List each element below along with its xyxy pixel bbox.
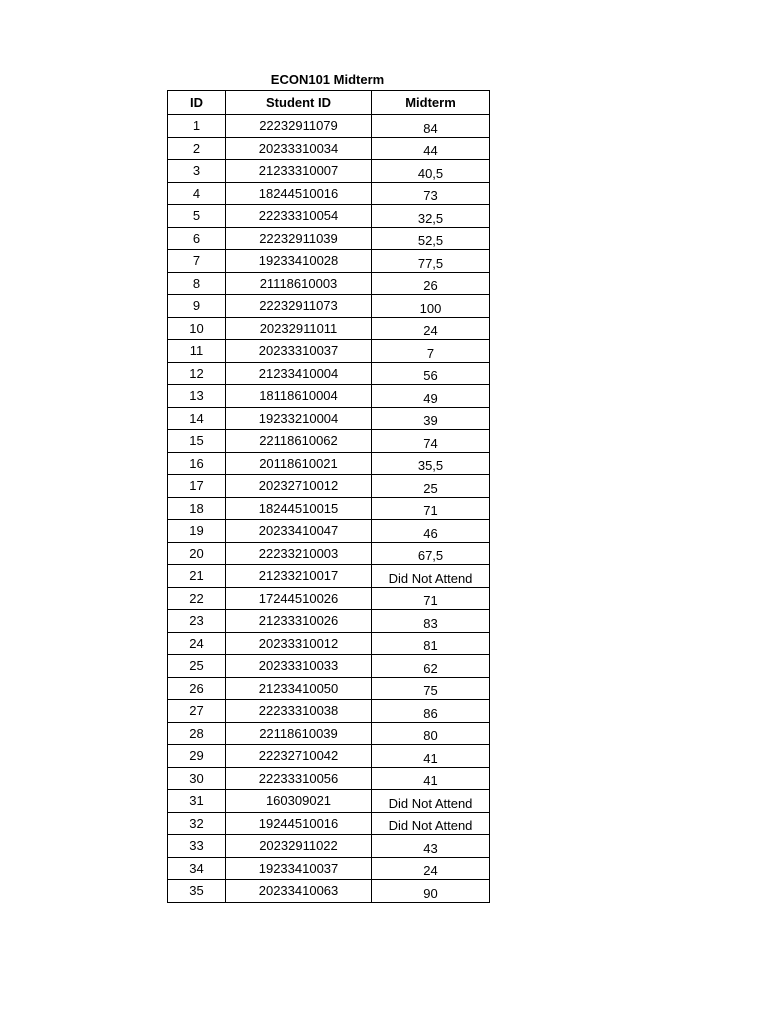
table-row — [168, 340, 490, 363]
table-row — [168, 610, 490, 633]
cell-id: 26 — [168, 677, 226, 700]
cell-midterm: 32,5 — [372, 205, 490, 228]
cell-midterm: 80 — [372, 722, 490, 745]
cell-midterm: 74 — [372, 430, 490, 453]
table-row — [168, 745, 490, 768]
cell-student-id: 20233310012 — [226, 632, 372, 655]
cell-midterm: 67,5 — [372, 542, 490, 565]
cell-student-id: 18244510016 — [226, 182, 372, 205]
cell-student-id: 20233310034 — [226, 137, 372, 160]
cell-midterm: Did Not Attend — [372, 565, 490, 588]
cell-id: 31 — [168, 790, 226, 813]
cell-id: 33 — [168, 835, 226, 858]
cell-student-id: 22232911073 — [226, 295, 372, 318]
cell-student-id: 22233210003 — [226, 542, 372, 565]
table-row — [168, 767, 490, 790]
header-midterm: Midterm — [372, 91, 490, 115]
cell-midterm: 62 — [372, 655, 490, 678]
cell-id: 16 — [168, 452, 226, 475]
cell-id: 11 — [168, 340, 226, 363]
cell-id: 34 — [168, 857, 226, 880]
cell-student-id: 19233410037 — [226, 857, 372, 880]
cell-midterm: 39 — [372, 407, 490, 430]
cell-student-id: 18244510015 — [226, 497, 372, 520]
cell-midterm: Did Not Attend — [372, 790, 490, 813]
cell-midterm: 24 — [372, 317, 490, 340]
table-row — [168, 497, 490, 520]
cell-id: 18 — [168, 497, 226, 520]
table-row — [168, 520, 490, 543]
table-row — [168, 272, 490, 295]
cell-id: 32 — [168, 812, 226, 835]
cell-id: 28 — [168, 722, 226, 745]
cell-midterm: 71 — [372, 587, 490, 610]
cell-student-id: 20118610021 — [226, 452, 372, 475]
table-row — [168, 295, 490, 318]
cell-student-id: 20232911022 — [226, 835, 372, 858]
cell-id: 19 — [168, 520, 226, 543]
cell-student-id: 22233310056 — [226, 767, 372, 790]
cell-midterm: 24 — [372, 857, 490, 880]
cell-midterm: 71 — [372, 497, 490, 520]
table-row — [168, 317, 490, 340]
cell-midterm: 49 — [372, 385, 490, 408]
cell-midterm: 44 — [372, 137, 490, 160]
cell-student-id: 21233410004 — [226, 362, 372, 385]
cell-student-id: 22232710042 — [226, 745, 372, 768]
cell-midterm: 35,5 — [372, 452, 490, 475]
cell-id: 24 — [168, 632, 226, 655]
cell-student-id: 22118610039 — [226, 722, 372, 745]
cell-midterm: 75 — [372, 677, 490, 700]
cell-student-id: 20232710012 — [226, 475, 372, 498]
header-student-id: Student ID — [226, 91, 372, 115]
cell-midterm: 77,5 — [372, 250, 490, 273]
table-row — [168, 430, 490, 453]
cell-id: 4 — [168, 182, 226, 205]
cell-student-id: 20233310037 — [226, 340, 372, 363]
cell-id: 13 — [168, 385, 226, 408]
cell-midterm: 73 — [372, 182, 490, 205]
table-row — [168, 205, 490, 228]
cell-midterm: 41 — [372, 745, 490, 768]
table-row — [168, 385, 490, 408]
cell-midterm: 100 — [372, 295, 490, 318]
cell-student-id: 21233310026 — [226, 610, 372, 633]
table-row — [168, 632, 490, 655]
table-row — [168, 182, 490, 205]
cell-student-id: 20232911011 — [226, 317, 372, 340]
cell-id: 21 — [168, 565, 226, 588]
cell-student-id: 18118610004 — [226, 385, 372, 408]
cell-student-id: 21233410050 — [226, 677, 372, 700]
cell-midterm: 26 — [372, 272, 490, 295]
cell-id: 14 — [168, 407, 226, 430]
cell-id: 29 — [168, 745, 226, 768]
cell-id: 2 — [168, 137, 226, 160]
cell-student-id: 160309021 — [226, 790, 372, 813]
table-row — [168, 137, 490, 160]
cell-id: 27 — [168, 700, 226, 723]
cell-id: 5 — [168, 205, 226, 228]
cell-midterm: 7 — [372, 340, 490, 363]
table-body — [168, 115, 490, 903]
cell-id: 23 — [168, 610, 226, 633]
cell-midterm: 41 — [372, 767, 490, 790]
grade-sheet — [167, 70, 488, 903]
cell-id: 3 — [168, 160, 226, 183]
header-row — [168, 91, 490, 115]
cell-student-id: 22118610062 — [226, 430, 372, 453]
cell-student-id: 20233410063 — [226, 880, 372, 903]
header-id: ID — [168, 91, 226, 115]
table-row — [168, 857, 490, 880]
cell-student-id: 22232911039 — [226, 227, 372, 250]
cell-midterm: 43 — [372, 835, 490, 858]
cell-id: 8 — [168, 272, 226, 295]
cell-id: 12 — [168, 362, 226, 385]
cell-student-id: 20233310033 — [226, 655, 372, 678]
cell-midterm: 83 — [372, 610, 490, 633]
cell-id: 10 — [168, 317, 226, 340]
table-row — [168, 880, 490, 903]
table-row — [168, 700, 490, 723]
table-row — [168, 587, 490, 610]
table-row — [168, 677, 490, 700]
table-row — [168, 812, 490, 835]
cell-midterm: 86 — [372, 700, 490, 723]
table-row — [168, 722, 490, 745]
table-row — [168, 542, 490, 565]
cell-midterm: Did Not Attend — [372, 812, 490, 835]
cell-id: 7 — [168, 250, 226, 273]
cell-id: 30 — [168, 767, 226, 790]
cell-midterm: 40,5 — [372, 160, 490, 183]
cell-id: 9 — [168, 295, 226, 318]
table-row — [168, 407, 490, 430]
cell-student-id: 20233410047 — [226, 520, 372, 543]
cell-id: 17 — [168, 475, 226, 498]
table-row — [168, 250, 490, 273]
cell-id: 35 — [168, 880, 226, 903]
table-row — [168, 362, 490, 385]
table-row — [168, 655, 490, 678]
table-row — [168, 565, 490, 588]
grades-table — [167, 90, 490, 903]
cell-id: 1 — [168, 115, 226, 138]
cell-id: 20 — [168, 542, 226, 565]
cell-id: 22 — [168, 587, 226, 610]
table-row — [168, 790, 490, 813]
table-row — [168, 160, 490, 183]
cell-student-id: 21118610003 — [226, 272, 372, 295]
table-row — [168, 115, 490, 138]
cell-student-id: 21233210017 — [226, 565, 372, 588]
cell-id: 15 — [168, 430, 226, 453]
cell-student-id: 22232911079 — [226, 115, 372, 138]
cell-student-id: 17244510026 — [226, 587, 372, 610]
cell-student-id: 19233210004 — [226, 407, 372, 430]
table-row — [168, 452, 490, 475]
cell-midterm: 25 — [372, 475, 490, 498]
table-row — [168, 835, 490, 858]
cell-student-id: 19233410028 — [226, 250, 372, 273]
cell-midterm: 90 — [372, 880, 490, 903]
cell-midterm: 84 — [372, 115, 490, 138]
cell-student-id: 19244510016 — [226, 812, 372, 835]
cell-midterm: 46 — [372, 520, 490, 543]
cell-midterm: 52,5 — [372, 227, 490, 250]
cell-id: 25 — [168, 655, 226, 678]
table-row — [168, 227, 490, 250]
cell-student-id: 22233310038 — [226, 700, 372, 723]
table-row — [168, 475, 490, 498]
cell-midterm: 56 — [372, 362, 490, 385]
cell-student-id: 21233310007 — [226, 160, 372, 183]
cell-midterm: 81 — [372, 632, 490, 655]
sheet-title: ECON101 Midterm — [270, 72, 385, 87]
cell-id: 6 — [168, 227, 226, 250]
cell-student-id: 22233310054 — [226, 205, 372, 228]
